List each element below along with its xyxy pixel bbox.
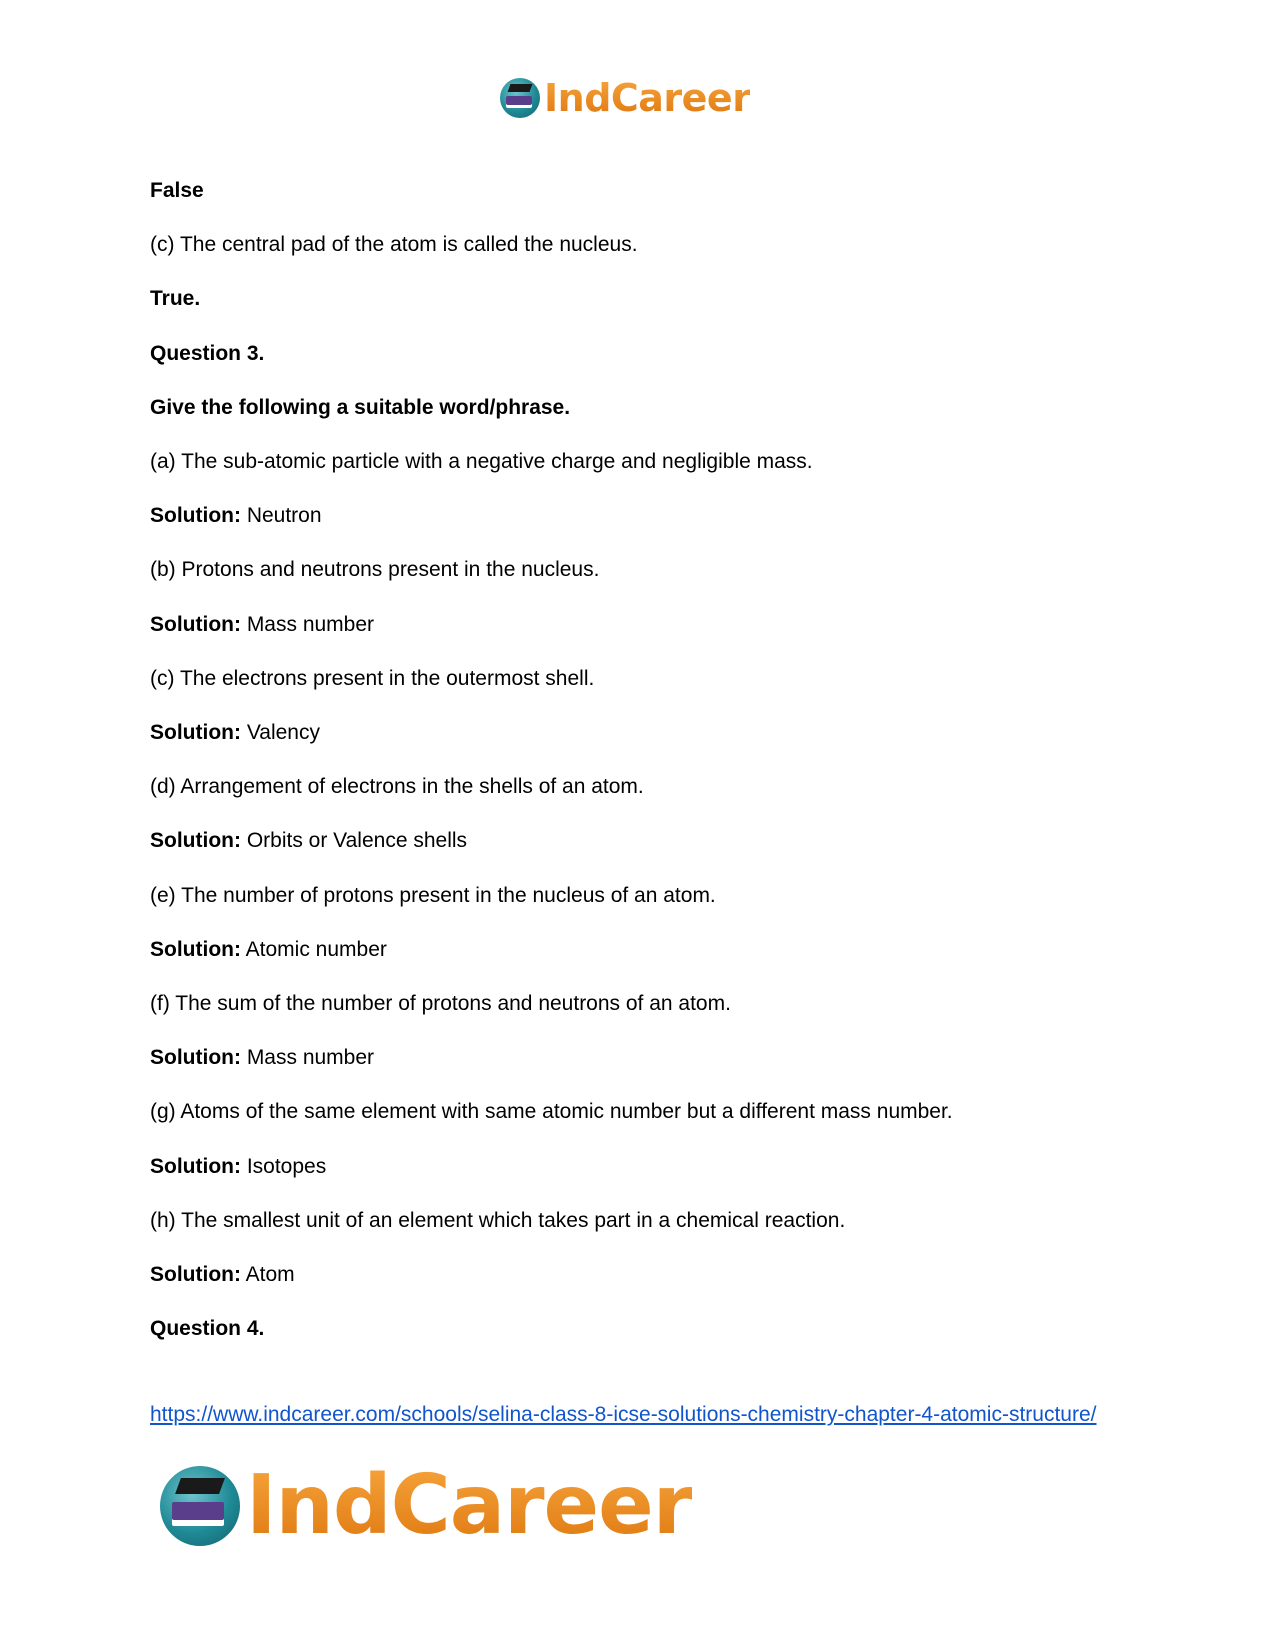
text-line	[150, 1045, 374, 1071]
header-logo-text: IndCareer	[544, 76, 751, 120]
text-line	[150, 341, 264, 367]
text-line	[150, 991, 731, 1017]
line-text: (a) The sub-atomic particle with a negative charge and negligible mass.	[150, 450, 813, 473]
line-text: (g) Atoms of the same element with same atomic number but a different mass number.	[150, 1100, 953, 1123]
text-line	[150, 612, 374, 638]
text-line	[150, 1262, 295, 1288]
bold-label: True.	[150, 287, 201, 310]
line-text: (c) The central pad of the atom is called the nucleus.	[150, 233, 638, 256]
header-logo	[500, 78, 750, 118]
text-line	[150, 232, 638, 258]
bold-label: Solution:	[150, 721, 241, 744]
text-line	[150, 503, 322, 529]
footer-logo-text: IndCareer	[246, 1458, 693, 1553]
text-line	[150, 1208, 845, 1234]
text-line	[150, 557, 599, 583]
line-text: (h) The smallest unit of an element which takes part in a chemical reaction.	[150, 1209, 846, 1232]
bold-label: Solution:	[150, 1263, 241, 1286]
text-line	[150, 1099, 953, 1125]
logo-graduation-icon	[500, 78, 540, 118]
line-text: Neutron	[240, 504, 322, 527]
footer-logo	[160, 1458, 693, 1553]
bold-label: Question 4.	[150, 1317, 265, 1340]
bold-label: Solution:	[150, 938, 241, 961]
bold-label: False	[150, 179, 204, 202]
bold-label: Give the following a suitable word/phrase.	[150, 396, 571, 419]
line-text: (b) Protons and neutrons present in the nucleus.	[150, 558, 600, 581]
bold-label: Solution:	[150, 829, 241, 852]
text-line	[150, 937, 387, 963]
bold-label: Solution:	[150, 613, 241, 636]
line-text: Isotopes	[240, 1155, 327, 1178]
text-line	[150, 178, 204, 204]
bold-label: Solution:	[150, 1155, 241, 1178]
text-line	[150, 720, 320, 746]
text-line	[150, 666, 594, 692]
bold-label: Solution:	[150, 504, 241, 527]
text-line	[150, 286, 200, 312]
text-line	[150, 774, 644, 800]
line-text: Atom	[240, 1263, 295, 1286]
text-line	[150, 449, 813, 475]
line-text: (f) The sum of the number of protons and neutrons of an atom.	[150, 992, 731, 1015]
source-url-link[interactable]: https://www.indcareer.com/schools/selina-class-8-icse-solutions-chemistry-chapter-4-atomic-structure/	[150, 1403, 1097, 1426]
line-text: (c) The electrons present in the outermost shell.	[150, 667, 595, 690]
line-text: Orbits or Valence shells	[240, 829, 468, 852]
bold-label: Question 3.	[150, 342, 265, 365]
text-line	[150, 395, 570, 421]
text-line	[150, 1154, 326, 1180]
bold-label: Solution:	[150, 1046, 241, 1069]
line-text: Mass number	[240, 613, 375, 636]
line-text: (e) The number of protons present in the nucleus of an atom.	[150, 884, 716, 907]
logo-graduation-icon	[160, 1466, 240, 1546]
line-text: Atomic number	[240, 938, 387, 961]
text-line	[150, 883, 716, 909]
line-text: (d) Arrangement of electrons in the shells of an atom.	[150, 775, 644, 798]
text-line	[150, 1316, 264, 1342]
line-text: Mass number	[240, 1046, 375, 1069]
text-line	[150, 828, 467, 854]
line-text: Valency	[240, 721, 320, 744]
